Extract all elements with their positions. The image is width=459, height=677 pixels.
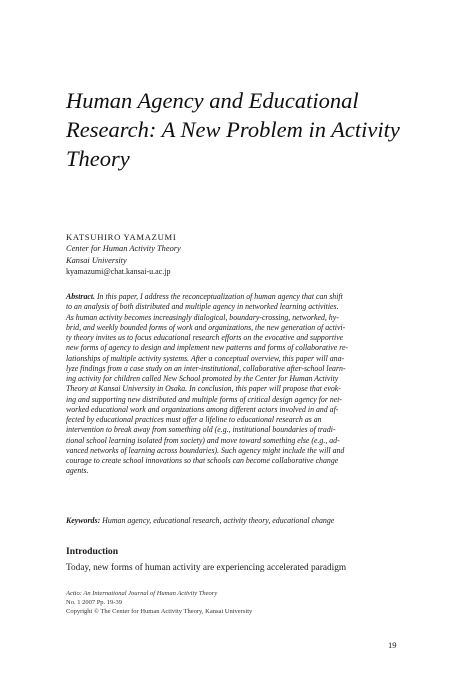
title-line: Research: A New Problem in Activity [66,117,400,142]
abstract-line: worked educational work and organizations among different actors involved in and af- [66,404,339,414]
abstract-line: to an analysis of both distributed and multiple agency in networked learning activities. [66,302,339,312]
abstract-line: brid, and weekly bounded forms of work and organizations, the new generation of activi- [66,322,346,332]
abstract-line: new forms of agency to design and implement new patterns and forms of collaborative re- [66,343,349,353]
abstract-line: vanced networks of learning across boundaries). Such agency might include the will and [66,445,345,455]
keywords-text: Human agency, educational research, activity theory, educational change [100,516,335,525]
abstract-line: lationships of multiple activity systems. After a conceptual overview, this paper will ana- [66,353,345,363]
journal-citation [66,589,252,607]
author-affiliation: Center for Human Activity Theory [66,244,181,254]
title-line: Theory [66,146,130,171]
abstract-line: agents. [66,466,89,476]
journal-name: Actio: An International Journal of Human Activity Theory [66,590,218,597]
section-heading-introduction: Introduction [66,546,119,557]
page-footer [66,589,252,616]
journal-issue: No. 1 2007 Pp. 19-39 [66,599,122,606]
abstract-line: As human activity becomes increasingly dialogical, boundary-crossing, networked, hy- [66,312,339,322]
author-block [66,232,181,277]
copyright-notice: Copyright © The Center for Human Activity Theory, Kansai University [66,608,253,615]
keywords-label: Keywords: [66,516,101,525]
abstract-first-line: In this paper, I address the reconceptualization of human agency that can shift [94,292,343,301]
abstract [66,292,394,477]
author-email: kyamazumi@chat.kansai-u.ac.jp [66,266,171,276]
page-number: 19 [388,640,397,650]
abstract-line: ing and supporting new distributed and multiple forms of critical design agency for net- [66,394,343,404]
abstract-line: lyze findings from a case study on an inter-institutional, collaborative after-school learn- [66,363,346,373]
title-line: Human Agency and Educational [66,88,359,113]
abstract-line: fected by educational practices must offer a lifeline to educational research as an [66,415,322,424]
body-text: Today, new forms of human activity are experiencing accelerated paradigm [66,563,347,573]
abstract-line: intervention to break away from something old (e.g., institutional boundaries of tradi- [66,425,336,435]
paper-title [66,86,406,173]
keywords [66,516,334,525]
author-affiliation: Kansai University [66,255,127,265]
abstract-line: courage to create school innovations so that schools can become collaborative change [66,456,339,465]
author-name: KATSUHIRO YAMAZUMI [66,232,177,242]
abstract-line: ing activity for children called New School promoted by the Center for Human Activity [66,374,339,383]
abstract-line: ty theory invites us to focus educational research efforts on the evocative and supportive [66,333,344,342]
abstract-line: Theory at Kansai University in Osaka. In conclusion, this paper will propose that evok- [66,384,341,394]
abstract-line: tional school learning isolated from society) and move toward something else (e.g., ad- [66,435,340,445]
abstract-line [66,292,394,302]
abstract-label: Abstract. [66,292,95,301]
